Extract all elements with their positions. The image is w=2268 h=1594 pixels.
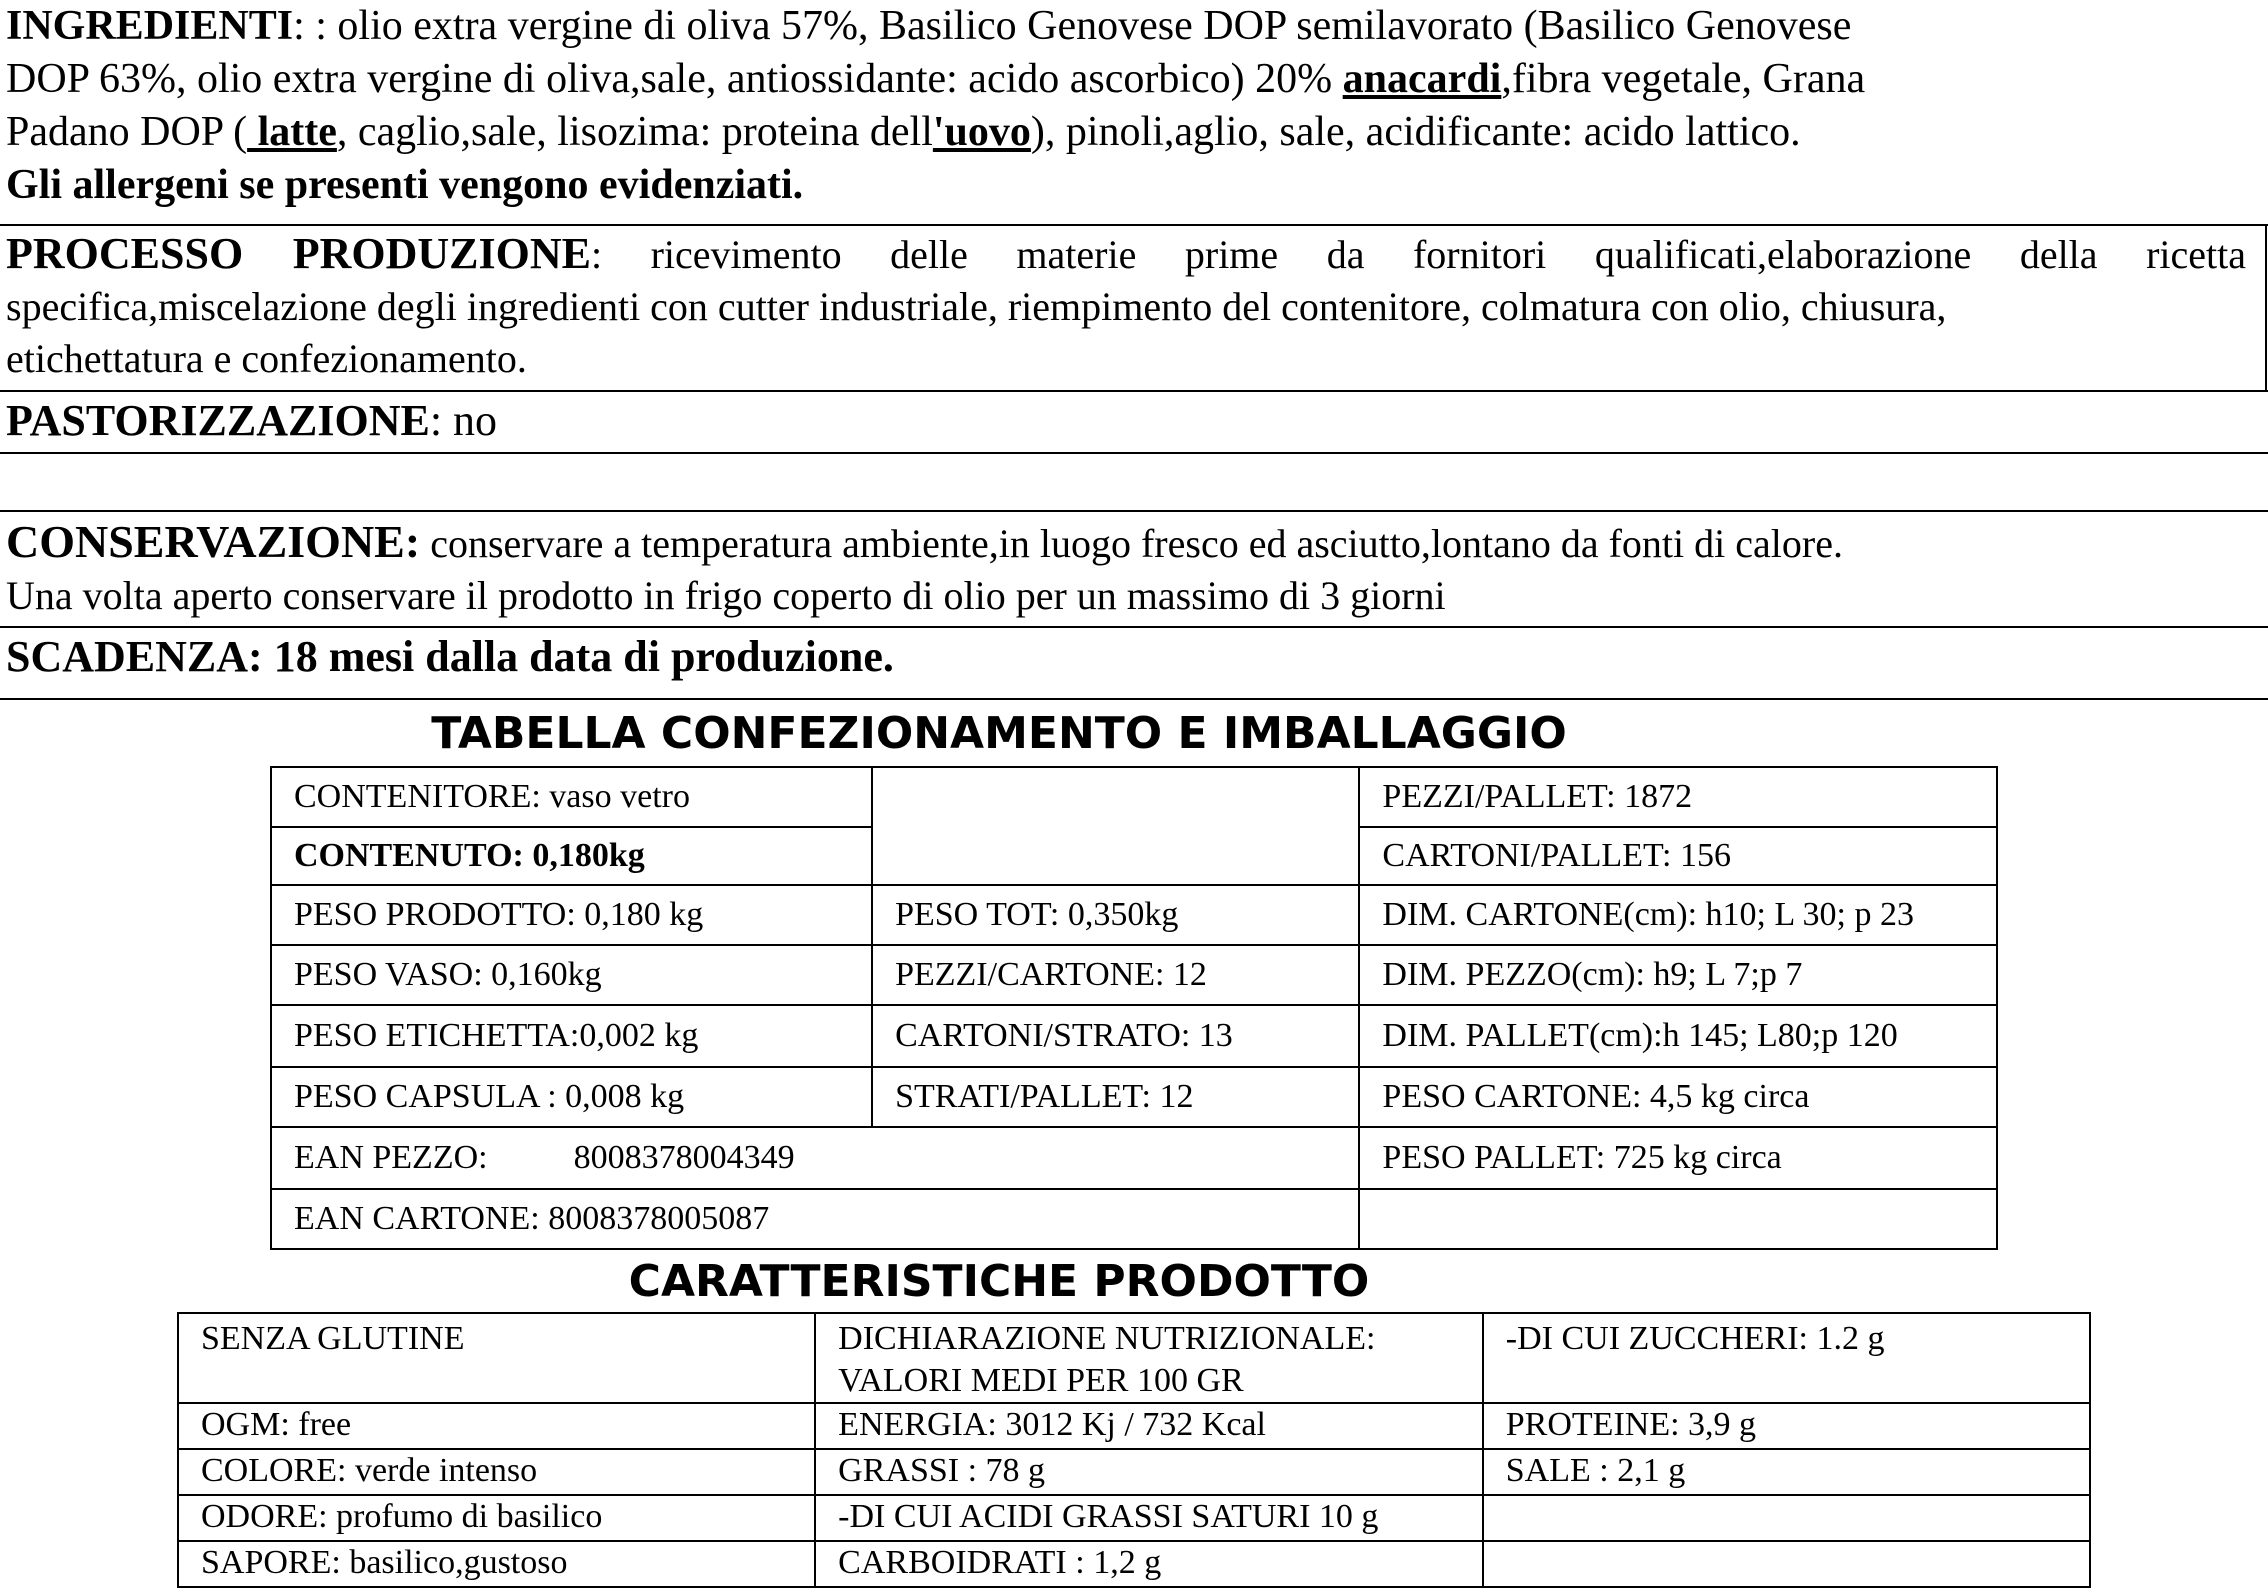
allergen-uovo: 'uovo bbox=[932, 109, 1031, 155]
tabella-caratteristiche bbox=[177, 1312, 2091, 1588]
table-row bbox=[271, 1005, 1997, 1067]
carboidrati-cell: CARBOIDRATI : 1,2 g bbox=[815, 1541, 1483, 1587]
table-row bbox=[271, 945, 1997, 1005]
peso-cartone-cell: PESO CARTONE: 4,5 kg circa bbox=[1359, 1067, 1997, 1127]
divider-1 bbox=[0, 224, 2268, 226]
ingredienti-line-2 bbox=[6, 53, 2268, 106]
ean-pezzo-cell bbox=[271, 1127, 1359, 1189]
strati-pallet-cell: STRATI/PALLET: 12 bbox=[872, 1067, 1359, 1127]
processo-line-1 bbox=[6, 228, 2246, 281]
divider-2 bbox=[0, 390, 2268, 392]
contenuto-cell: CONTENUTO: 0,180kg bbox=[271, 827, 872, 885]
cartoni-pallet-cell: CARTONI/PALLET: 156 bbox=[1359, 827, 1997, 885]
energia-cell: ENERGIA: 3012 Kj / 732 Kcal bbox=[815, 1403, 1483, 1449]
empty-cell bbox=[1483, 1495, 2090, 1541]
pastorizzazione-label: PASTORIZZAZIONE bbox=[6, 396, 430, 445]
ingredienti-text-1: olio extra vergine di oliva 57%, Basilico Genovese DOP semilavorato (Basilico Genovese bbox=[337, 3, 1852, 49]
proteine-cell: PROTEINE: 3,9 g bbox=[1483, 1403, 2090, 1449]
ingredienti-text-4: Padano DOP ( bbox=[6, 109, 248, 155]
colore-cell: COLORE: verde intenso bbox=[178, 1449, 815, 1495]
ingredienti-text-6: ), pinoli,aglio, sale, acidificante: acido lattico. bbox=[1030, 109, 1801, 155]
processo-text-1: : ricevimento delle materie prime da fornitori qualificati,elaborazione della ricetta bbox=[590, 232, 2247, 277]
empty-cell bbox=[1359, 1189, 1997, 1249]
table-row bbox=[178, 1313, 2090, 1403]
table-row bbox=[178, 1449, 2090, 1495]
processo-line-2: specifica,miscelazione degli ingredienti con cutter industriale, riempimento del contenitore, colmatura con olio, chiusura, bbox=[6, 284, 1947, 329]
table-row bbox=[271, 1189, 1997, 1249]
dim-cartone-cell: DIM. CARTONE(cm): h10; L 30; p 23 bbox=[1359, 885, 1997, 945]
ingredienti-line-3 bbox=[6, 106, 2268, 159]
table-row bbox=[271, 1067, 1997, 1127]
ean-pezzo-label: EAN PEZZO: bbox=[294, 1139, 488, 1176]
contenitore-cell: CONTENITORE: vaso vetro bbox=[271, 767, 872, 827]
odore-cell: ODORE: profumo di basilico bbox=[178, 1495, 815, 1541]
divider-4 bbox=[0, 510, 2268, 512]
peso-pallet-cell: PESO PALLET: 725 kg circa bbox=[1359, 1127, 1997, 1189]
pastorizzazione-line bbox=[6, 394, 2268, 447]
ean-pezzo-value: 8008378004349 bbox=[573, 1139, 795, 1176]
table-row bbox=[271, 885, 1997, 945]
scadenza-section bbox=[0, 630, 2268, 683]
ingredienti-line-1 bbox=[6, 0, 2268, 53]
peso-capsula-cell: PESO CAPSULA : 0,008 kg bbox=[271, 1067, 872, 1127]
ingredienti-text-5: , caglio,sale, lisozima: proteina dell bbox=[336, 109, 933, 155]
processo-right-border bbox=[2265, 224, 2267, 390]
table-row bbox=[178, 1403, 2090, 1449]
pezzi-cartone-cell: PEZZI/CARTONE: 12 bbox=[872, 945, 1359, 1005]
divider-6 bbox=[0, 698, 2268, 700]
ean-cartone-cell: EAN CARTONE: 8008378005087 bbox=[271, 1189, 1359, 1249]
tabella-confezionamento bbox=[270, 766, 1998, 1250]
ingredienti-sep: : : bbox=[293, 3, 338, 49]
processo-section bbox=[0, 228, 2268, 385]
tabella-confezionamento-title: TABELLA CONFEZIONAMENTO E IMBALLAGGIO bbox=[431, 708, 1567, 759]
conservazione-text-1: conservare a temperatura ambiente,in luogo fresco ed asciutto,lontano da fonti di calore. bbox=[420, 521, 1843, 566]
allergen-latte: latte bbox=[247, 109, 337, 155]
sapore-cell: SAPORE: basilico,gustoso bbox=[178, 1541, 815, 1587]
grassi-cell: GRASSI : 78 g bbox=[815, 1449, 1483, 1495]
dim-pezzo-cell: DIM. PEZZO(cm): h9; L 7;p 7 bbox=[1359, 945, 1997, 1005]
conservazione-section bbox=[0, 516, 2268, 622]
ogm-cell: OGM: free bbox=[178, 1403, 815, 1449]
table-row bbox=[178, 1495, 2090, 1541]
ingredienti-label: INGREDIENTI bbox=[6, 3, 294, 49]
sale-cell: SALE : 2,1 g bbox=[1483, 1449, 2090, 1495]
conservazione-label: CONSERVAZIONE: bbox=[6, 516, 421, 567]
pastorizzazione-value: : no bbox=[429, 396, 498, 445]
caratteristiche-title: CARATTERISTICHE PRODOTTO bbox=[628, 1256, 1370, 1307]
ingredienti-text-3: ,fibra vegetale, Grana bbox=[1501, 56, 1866, 102]
dichiarazione-cell bbox=[815, 1313, 1483, 1403]
conservazione-line-1 bbox=[6, 516, 2268, 570]
ingredienti-section bbox=[0, 0, 2268, 212]
dichiarazione-line-1: DICHIARAZIONE NUTRIZIONALE: bbox=[838, 1320, 1376, 1357]
table-row bbox=[178, 1541, 2090, 1587]
peso-tot-cell: PESO TOT: 0,350kg bbox=[872, 885, 1359, 945]
processo-label: PROCESSO PRODUZIONE bbox=[6, 229, 591, 278]
dichiarazione-line-2: VALORI MEDI PER 100 GR bbox=[838, 1362, 1244, 1399]
cartoni-strato-cell: CARTONI/STRATO: 13 bbox=[872, 1005, 1359, 1067]
pezzi-pallet-cell: PEZZI/PALLET: 1872 bbox=[1359, 767, 1997, 827]
empty-cell bbox=[872, 767, 1359, 885]
ingredienti-text-2: DOP 63%, olio extra vergine di oliva,sale, antiossidante: acido ascorbico) 20% bbox=[6, 56, 1343, 102]
scadenza-text: SCADENZA: 18 mesi dalla data di produzione. bbox=[6, 632, 894, 681]
peso-vaso-cell: PESO VASO: 0,160kg bbox=[271, 945, 872, 1005]
peso-prodotto-cell: PESO PRODOTTO: 0,180 kg bbox=[271, 885, 872, 945]
pastorizzazione-section bbox=[0, 394, 2268, 447]
zuccheri-cell: -DI CUI ZUCCHERI: 1.2 g bbox=[1483, 1313, 2090, 1403]
senza-glutine-cell: SENZA GLUTINE bbox=[178, 1313, 815, 1403]
divider-3 bbox=[0, 452, 2268, 454]
conservazione-line-2: Una volta aperto conservare il prodotto in frigo coperto di olio per un massimo di 3 giorni bbox=[6, 573, 1446, 618]
allergeni-note: Gli allergeni se presenti vengono evidenziati. bbox=[6, 162, 804, 208]
processo-line-3: etichettatura e confezionamento. bbox=[6, 336, 527, 381]
table-row bbox=[271, 1127, 1997, 1189]
empty-cell bbox=[1483, 1541, 2090, 1587]
peso-etichetta-cell: PESO ETICHETTA:0,002 kg bbox=[271, 1005, 872, 1067]
saturi-cell: -DI CUI ACIDI GRASSI SATURI 10 g bbox=[815, 1495, 1483, 1541]
divider-5 bbox=[0, 626, 2268, 628]
table-row bbox=[271, 767, 1997, 827]
allergen-anacardi: anacardi bbox=[1342, 56, 1502, 102]
dim-pallet-cell: DIM. PALLET(cm):h 145; L80;p 120 bbox=[1359, 1005, 1997, 1067]
